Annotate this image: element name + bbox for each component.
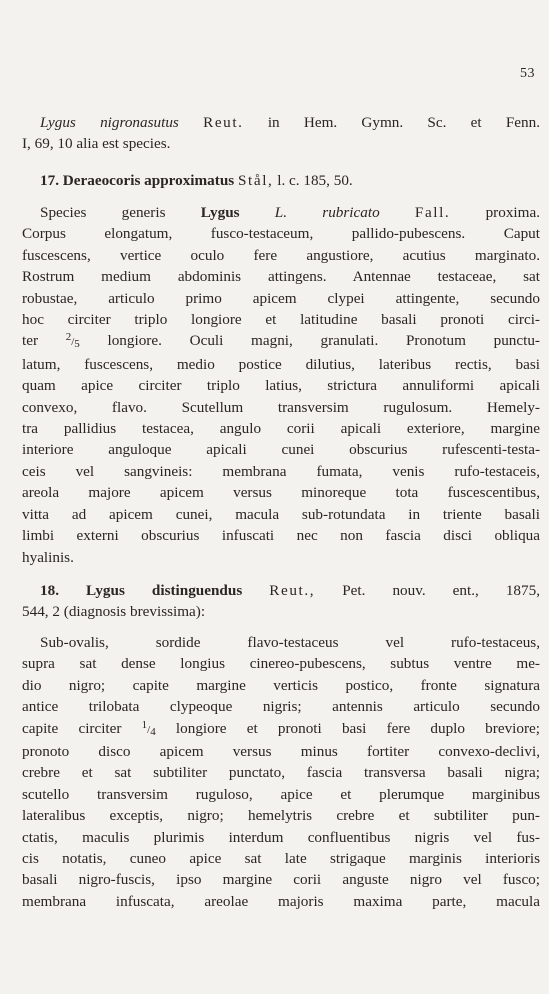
species-name: Lygus distinguendus: [86, 582, 243, 599]
text-span: in Hem. Gymn. Sc. et Fenn.: [243, 114, 541, 131]
citation: l. c. 185, 50.: [273, 172, 353, 189]
text-line: Sub-ovalis, sordide flavo-testaceus vel rufo-testaceus,: [40, 634, 540, 651]
text-line: [22, 330, 540, 353]
text-line: areola majore apicem versus minoreque tota fuscescentibus,: [22, 484, 540, 502]
fraction: 2/5: [65, 331, 80, 351]
author-name: Stål,: [237, 172, 274, 189]
entry-17-description: [22, 202, 540, 568]
species-name: Deraeocoris approximatus: [62, 172, 235, 189]
text-line: cis notatis, cuneo apice sat late strigaque marginis interioris: [22, 850, 540, 868]
entry-17-heading: [22, 170, 540, 191]
text-line: I, 69, 10 alia est species.: [22, 135, 171, 153]
text-span: [287, 204, 322, 221]
fraction: 1/4: [141, 718, 156, 738]
text-line: antice trilobata clypeoque nigris; antennis articulo secundo: [22, 698, 540, 716]
fraction-denominator: 5: [74, 338, 80, 351]
text-line: convexo, flavo. Scutellum transversim rugulosum. Hemely-: [22, 398, 540, 416]
text-line: hyalinis.: [22, 548, 74, 566]
text-line: quam apice circiter triplo latius, strictura annuliformi apicali: [22, 377, 540, 395]
species-epithet: rubricato: [322, 204, 380, 221]
fraction-denominator: 4: [150, 725, 156, 738]
text-span: [240, 204, 275, 221]
entry-number: 18.: [40, 582, 59, 599]
genus-name: Lygus nigronasutus: [40, 114, 179, 131]
text-line: scutello transversim ruguloso, apice et plerumque marginibus: [22, 785, 540, 803]
entry-18-heading: [22, 580, 540, 623]
species-heading: [22, 580, 540, 601]
text-line: robustae, articulo primo apicem clypei attingente, secundo: [22, 289, 540, 307]
text-line: dio nigro; capite margine verticis postico, fronte signatura: [22, 676, 540, 694]
text-span: Species generis: [40, 204, 201, 221]
text-span: capite circiter: [22, 719, 142, 737]
entry-lygus-nigronasutus: [22, 112, 540, 155]
genus-abbrev: L.: [274, 204, 288, 221]
author-name: Reut.,: [269, 582, 316, 599]
text-line: 544, 2 (diagnosis brevissima):: [22, 603, 206, 621]
genus-name: Lygus: [200, 204, 240, 221]
text-span: [380, 204, 415, 221]
text-line: [22, 112, 540, 133]
text-line: lateralibus exceptis, nigro; hemelytris crebre et subtiliter pun-: [22, 807, 540, 825]
text-line: ceis vel sangvineis: membrana fumata, venis rufo-testaceis,: [22, 462, 540, 480]
entry-number: 17.: [40, 172, 59, 189]
text-line: interiore anguloque apicali cunei obscurius rufescenti-testa-: [22, 441, 540, 459]
text-line: Corpus elongatum, fusco-testaceum, pallido-pubescens. Caput: [22, 225, 540, 243]
text-line: supra sat dense longius cinereo-pubescens, subtus ventre me-: [22, 655, 540, 673]
text-span: proxima.: [450, 204, 540, 221]
author-name: Reut.: [203, 114, 244, 131]
text-line: membrana infuscata, areolae majoris maxima parte, macula: [22, 892, 540, 910]
text-line: [22, 202, 540, 223]
entry-18-description: [22, 632, 540, 912]
citation: Pet. nouv. ent., 1875,: [315, 582, 541, 599]
text-line: limbi externi obscurius infuscati nec non fascia disci obliqua: [22, 527, 540, 545]
text-span: longiore. Oculi magni, granulati. Pronotum punctu-: [79, 332, 540, 350]
text-line: basali nigro-fuscis, ipso margine corii anguste nigro vel fusco;: [22, 871, 540, 889]
text-line: Rostrum medium abdominis attingens. Antennae testaceae, sat: [22, 268, 540, 286]
text-line: tra pallidius testacea, angulo corii apicali exteriore, margine: [22, 420, 540, 438]
text-line: crebre et sat subtiliter punctato, fascia transversa basali nigra;: [22, 764, 540, 782]
author-name: Fall.: [414, 204, 451, 221]
text-line: vitta ad apicem cunei, macula sub-rotundata in triente basali: [22, 505, 540, 523]
text-span: ter: [22, 332, 66, 350]
text-line: latum, fuscescens, medio postice dilutius, lateribus rectis, basi: [22, 355, 540, 373]
page-number: 53: [520, 66, 535, 81]
text-span: longiore et pronoti basi fere duplo breviore;: [155, 719, 540, 737]
text-line: hoc circiter triplo longiore et latitudine basali pronoti circi-: [22, 311, 540, 329]
text-line: ctatis, maculis plurimis interdum confluentibus nigris vel fus-: [22, 828, 540, 846]
species-heading: [22, 170, 540, 191]
fraction-numerator: 2: [65, 331, 72, 344]
text-line: pronoto disco apicem versus minus fortiter convexo-declivi,: [22, 743, 540, 761]
text-line: fuscescens, vertice oculo fere angustiore, acutius marginato.: [22, 246, 540, 264]
text-line: [22, 718, 540, 741]
fraction-numerator: 1: [141, 718, 148, 731]
